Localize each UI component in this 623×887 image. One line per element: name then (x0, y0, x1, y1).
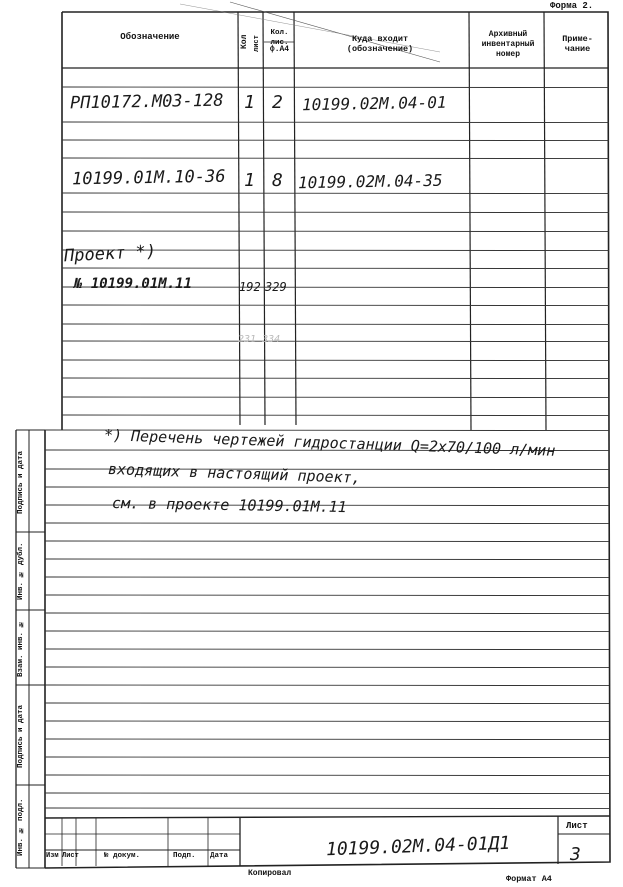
footnote-line-1: *) Перечень чертежей гидростанции Q=2х70/100 л/мин (103, 426, 556, 460)
ruled-line (62, 87, 609, 88)
row-2-designation: 10199.01М.10-36 (71, 166, 226, 190)
ruled-line (45, 541, 609, 542)
project-faint-marks: 231 334 (238, 334, 281, 345)
footnote-line-3: см. в проекте 10199.01М.11 (111, 494, 347, 517)
ruled-line (45, 793, 609, 794)
tb-date: Дата (210, 852, 229, 860)
ruled-line (62, 378, 609, 379)
ruled-line (62, 122, 609, 123)
format-label: Формат А4 (506, 874, 552, 884)
ruled-line (45, 667, 609, 668)
ruled-line (45, 685, 609, 686)
row-2-pages: 8 (272, 170, 283, 191)
ruled-line (62, 341, 609, 342)
header-sheet: лист (253, 35, 261, 53)
row-1-pages: 2 (272, 92, 283, 113)
tb-doc-num: № докум. (104, 852, 141, 860)
header-note: Приме- чание (562, 34, 593, 54)
ruled-line (45, 649, 609, 650)
row-1-where: 10199.02М.04-01 (301, 92, 447, 115)
copied-label: Копировал (248, 869, 292, 878)
side-sign-date-2: Подпись и дата (17, 704, 25, 768)
ruled-line (62, 397, 609, 398)
row-1-qty: 1 (244, 92, 255, 113)
project-qty: 192 (239, 280, 261, 294)
ruled-line (45, 631, 609, 632)
ruled-line (62, 212, 609, 213)
ruled-line (62, 231, 609, 232)
ruled-line (45, 703, 609, 704)
sheet-label: Лист (566, 821, 588, 831)
ruled-line (45, 559, 609, 560)
ruled-line (62, 415, 609, 416)
ruled-line (62, 305, 609, 306)
ruled-line (62, 324, 609, 325)
sheet-number: 3 (570, 844, 581, 865)
row-1-designation: РП10172.М03-128 (69, 90, 224, 114)
side-sign-date-1: Подпись и дата (17, 450, 25, 514)
project-title: Проект *) (63, 241, 157, 267)
project-pages: 329 (265, 280, 287, 294)
row-2-qty: 1 (244, 170, 255, 191)
ruled-line (62, 268, 609, 269)
header-archive: Архивный инвентарный номер (481, 30, 535, 59)
ruled-line (45, 577, 609, 578)
side-dup-inv: Инв. № дубл. (17, 542, 25, 600)
tb-list: Лист (62, 852, 79, 860)
project-number: № 10199.01М.11 (74, 276, 193, 292)
ruled-line (62, 140, 609, 141)
ruled-line (45, 808, 609, 809)
tb-sign: Подп. (173, 852, 196, 860)
ruled-line (62, 158, 609, 159)
ruled-line (45, 595, 609, 596)
row-2-where: 10199.02М.04-35 (297, 170, 443, 193)
ruled-line (45, 487, 609, 488)
side-orig-inv: Инв. № подл. (17, 798, 25, 856)
ruled-line (45, 721, 609, 722)
ruled-line (45, 613, 609, 614)
ruled-line (45, 775, 609, 776)
tb-izm: Изм (46, 852, 59, 860)
header-fa4: ф.А4 (269, 45, 290, 54)
form-label: Форма 2. (550, 1, 594, 11)
ruled-line (45, 523, 609, 524)
doc-code: 10199.02М.04-01Д1 (325, 832, 511, 861)
header-qty: Кол (240, 34, 249, 50)
header-pages: Кол. лис. (270, 29, 289, 47)
ruled-line (45, 757, 609, 758)
side-replace-inv: Взам. инв. № (17, 619, 25, 677)
ruled-line (62, 360, 609, 361)
footnote-line-2: входящих в настоящий проект, (107, 460, 362, 487)
header-where: Куда входит (обозначение) (346, 34, 414, 54)
ruled-line (45, 739, 609, 740)
header-designation: Обозначение (120, 32, 180, 42)
ruled-line (62, 193, 609, 194)
